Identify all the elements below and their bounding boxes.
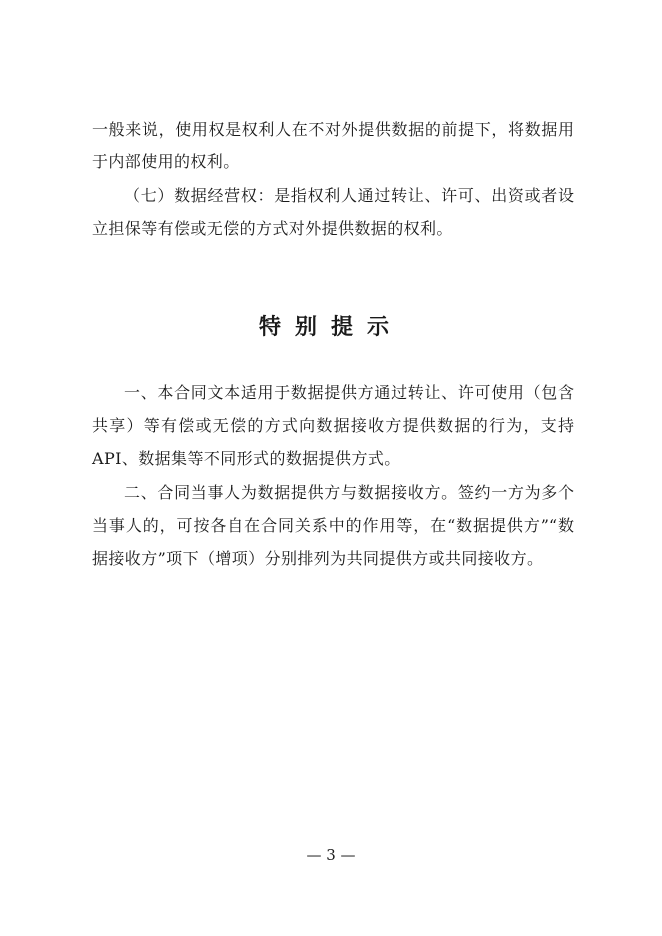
body-line-4: 立担保等有偿或无偿的方式对外提供数据的权利。 (92, 219, 453, 238)
notice-line-6: 据接收方”项下（增项）分别排列为共同提供方或共同接收方。 (92, 549, 544, 568)
body-line-1: 一般来说，使用权是权利人在不对外提供数据的前提下，将数据用 (92, 120, 574, 139)
notice-line-2: 共享）等有偿或无偿的方式向数据接收方提供数据的行为，支持 (92, 416, 574, 435)
notice-line-1: 一、本合同文本适用于数据提供方通过转让、许可使用（包含 (124, 383, 574, 402)
notice-line-5: 当事人的，可按各自在合同关系中的作用等，在“数据提供方”“数 (92, 516, 574, 535)
notice-line-4: 二、合同当事人为数据提供方与数据接收方。签约一方为多个 (124, 483, 574, 502)
section-title: 特别提示 (258, 314, 403, 340)
page-number: — 3 — (306, 846, 356, 864)
body-line-2: 于内部使用的权利。 (92, 152, 240, 171)
notice-line-3: API、数据集等不同形式的数据提供方式。 (92, 449, 401, 468)
body-line-3: （七）数据经营权：是指权利人通过转让、许可、出资或者设 (124, 186, 574, 205)
